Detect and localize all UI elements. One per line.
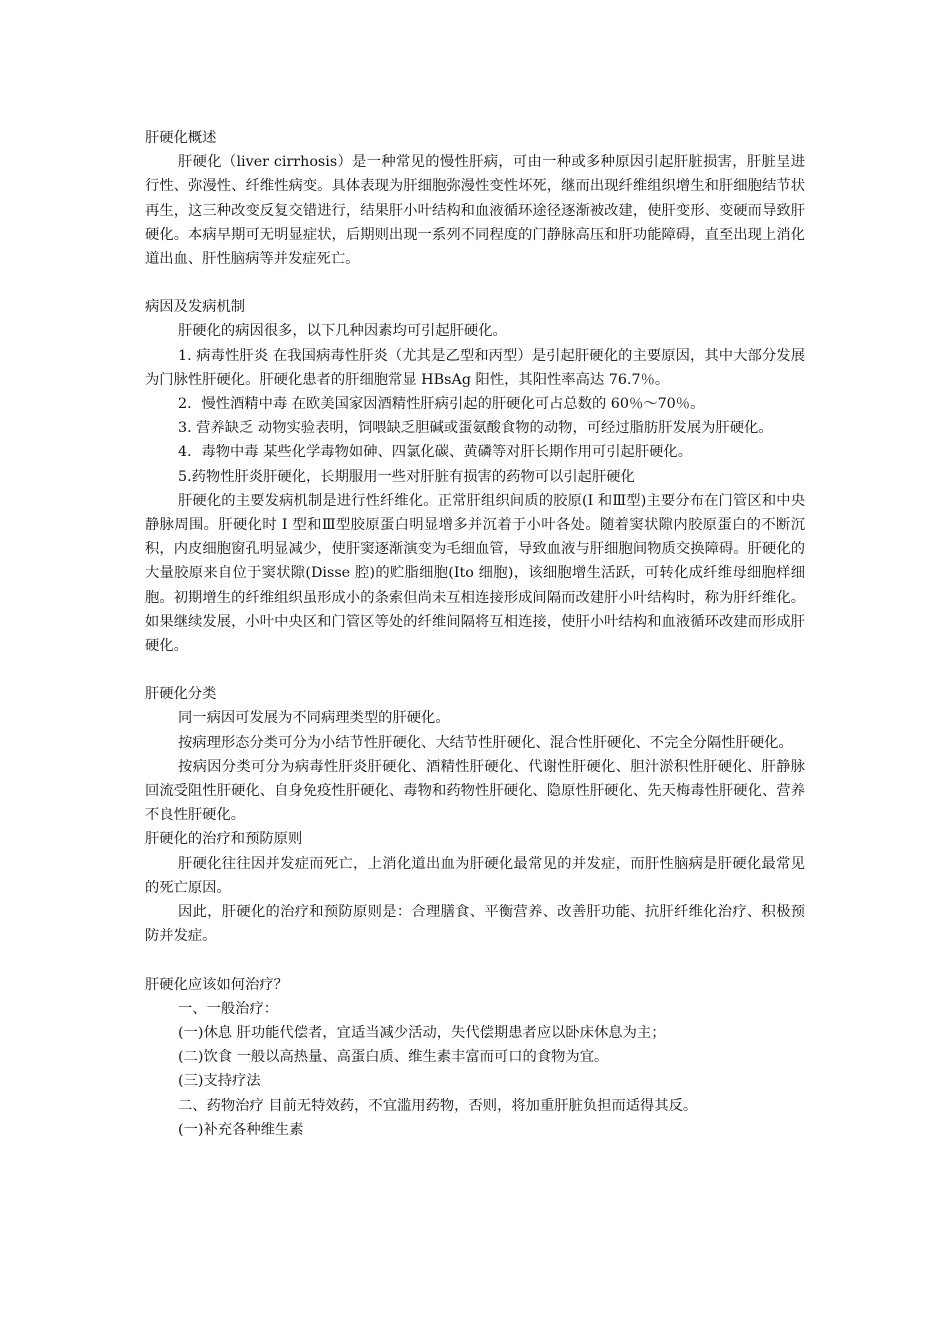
list-item: (一)休息 肝功能代偿者，宜适当减少活动，失代偿期患者应以卧床休息为主； [178,1024,666,1041]
section-heading-etiology: 病因及发病机制 [145,299,246,316]
paragraph: 按病理形态分类可分为小结节性肝硬化、大结节性肝硬化、混合性肝硬化、不完全分隔性肝硬化。 [178,734,793,751]
list-item: (三)支持疗法 [178,1073,261,1090]
list-item: (二)饮食 一般以高热量、高蛋白质、维生素丰富而可口的食物为宜。 [178,1049,609,1066]
section-heading-principles: 肝硬化的治疗和预防原则 [145,831,303,848]
document-page [145,126,805,1142]
paragraph: 2．慢性酒精中毒 在欧美国家因酒精性肝病引起的肝硬化可占总数的 60％～70％。 [178,396,705,413]
paragraph: 4．毒物中毒 某些化学毒物如砷、四氯化碳、黄磷等对肝长期作用可引起肝硬化。 [178,444,693,461]
paragraph: 因此，肝硬化的治疗和预防原则是：合理膳食、平衡营养、改善肝功能、抗肝纤维化治疗、积极预防并发症。 [145,904,805,945]
paragraph: 按病因分类可分为病毒性肝炎肝硬化、酒精性肝硬化、代谢性肝硬化、胆汁淤积性肝硬化、肝静脉回流受阻性肝硬化、自身免疫性肝硬化、毒物和药物性肝硬化、隐原性肝硬化、先天梅毒性肝硬化、营养不良性肝硬化。 [145,758,805,824]
list-item: 二、药物治疗 目前无特效药，不宜滥用药物，否则，将加重肝脏负担而适得其反。 [178,1097,698,1114]
paragraph: 肝硬化的病因很多，以下几种因素均可引起肝硬化。 [178,323,507,340]
paragraph: 肝硬化的主要发病机制是进行性纤维化。正常肝组织间质的胶原(I 和Ⅲ型)主要分布在门管区和中央静脉周围。肝硬化时 I 型和Ⅲ型胶原蛋白明显增多并沉着于小叶各处。随着窦状隙内胶原蛋白的不断沉积，内皮细胞窗孔明显减少，使肝窦逐渐演变为毛细血管，导致血液与肝细胞间物质交换障碍。肝硬化的大量胶原来自位于窦状隙(Disse 腔)的贮脂细胞(Ito 细胞)，该细胞增生活跃，可转化成纤维母细胞样细胞。初期增生的纤维组织虽形成小的条索但尚未互相连接形成间隔而改建肝小叶结构时，称为肝纤维化。如果继续发展，小叶中央区和门管区等处的纤维间隔将互相连接，使肝小叶结构和血液循环改建而形成肝硬化。 [145,492,805,655]
paragraph: 肝硬化往往因并发症而死亡，上消化道出血为肝硬化最常见的并发症，而肝性脑病是肝硬化最常见的死亡原因。 [145,855,805,896]
paragraph: 5.药物性肝炎肝硬化，长期服用一些对肝脏有损害的药物可以引起肝硬化 [178,468,635,485]
list-item: (一)补充各种维生素 [178,1121,304,1138]
blank-line [145,949,805,973]
paragraph: 肝硬化（liver cirrhosis）是一种常见的慢性肝病，可由一种或多种原因引起肝脏损害，肝脏呈进行性、弥漫性、纤维性病变。具体表现为肝细胞弥漫性变性坏死，继而出现纤维组织增生和肝细胞结节状再生，这三种改变反复交错进行，结果肝小叶结构和血液循环途径逐渐被改建，使肝变形、变硬而导致肝硬化。本病早期可无明显症状，后期则出现一系列不同程度的门静脉高压和肝功能障碍，直至出现上消化道出血、肝性脑病等并发症死亡。 [145,154,805,268]
list-item: 一、一般治疗： [178,1000,279,1017]
blank-line [145,271,805,295]
section-heading-treatment: 肝硬化应该如何治疗？ [145,976,288,993]
paragraph: 1. 病毒性肝炎 在我国病毒性肝炎（尤其是乙型和丙型）是引起肝硬化的主要原因，其中大部分发展为门脉性肝硬化。肝硬化患者的肝细胞常显 HBsAg 阳性，其阳性率高达 76.7％。 [145,347,805,388]
section-heading-classification: 肝硬化分类 [145,686,217,703]
section-heading-overview: 肝硬化概述 [145,130,217,146]
blank-line [145,658,805,682]
paragraph: 同一病因可发展为不同病理类型的肝硬化。 [178,710,450,727]
paragraph: 3. 营养缺乏 动物实验表明，饲喂缺乏胆碱或蛋氨酸食物的动物，可经过脂肪肝发展为肝硬化。 [178,420,773,437]
